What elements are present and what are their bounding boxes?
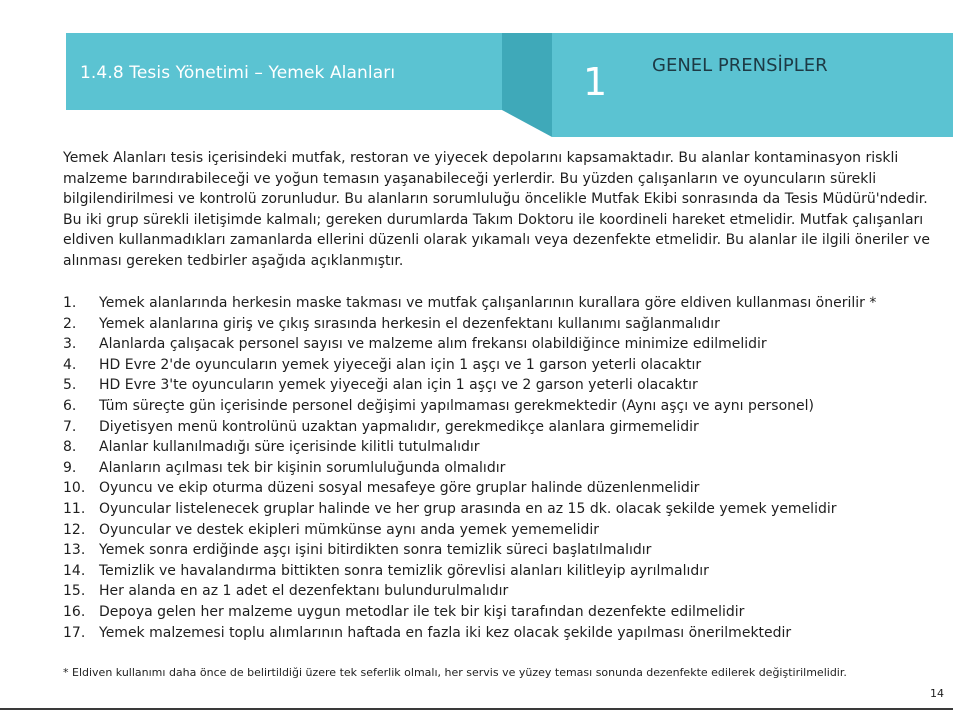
rule-number: 6.	[63, 397, 77, 414]
rule-item	[63, 478, 948, 499]
rule-text: Oyuncular listelenecek gruplar halinde ve her grup arasında en az 15 dk. olacak şekilde yemek yemelidir	[99, 500, 837, 517]
rule-item	[63, 293, 948, 314]
rule-text: Alanlarda çalışacak personel sayısı ve malzeme alım frekansı olabildiğince minimize edilmelidir	[99, 336, 767, 353]
rule-item	[63, 623, 948, 644]
rule-number: 10.	[63, 480, 86, 497]
footnote: * Eldiven kullanımı daha önce de belirtildiği üzere tek seferlik olmalı, her servis ve yüzey teması sonunda dezenfekte edilerek değiştirilmelidir.	[63, 666, 847, 679]
rule-number: 17.	[63, 624, 86, 641]
intro-paragraph: Yemek Alanları tesis içerisindeki mutfak, restoran ve yiyecek depolarını kapsamaktadır. Bu alanlar kontaminasyon riskli malzeme barındırabileceği ve yoğun temasın yaşanabileceği yerlerdir. Bu yüzden çalışanların ve oyuncuların sürekli bilgilendirilmesi ve kontrolü zorunludur. Bu alanların sorumluluğu öncelikle Mutfak Ekibi sonrasında da Tesis Müdürü'ndedir. Bu iki grup sürekli iletişimde kalmalı; gereken durumlarda Takım Doktoru ile koordineli hareket etmelidir. Mutfak çalışanları eldiven kullanmadıkları zamanlarda ellerini düzenli olarak yıkamalı veya dezenfekte etmelidir. Bu alanlar ile ilgili öneriler ve alınması gereken tedbirler aşağıda açıklanmıştır.	[63, 150, 931, 269]
rule-number: 3.	[63, 336, 77, 353]
rule-text: Yemek alanlarında herkesin maske takması ve mutfak çalışanlarının kurallara göre eldiven kullanması önerilir *	[99, 295, 877, 311]
chapter-number: 1	[583, 60, 608, 104]
rule-item	[63, 334, 948, 355]
rule-number: 9.	[63, 459, 77, 476]
rule-item	[63, 499, 948, 520]
rule-number: 12.	[63, 521, 86, 538]
rule-item	[63, 520, 948, 541]
rule-text: Yemek sonra erdiğinde aşçı işini bitirdikten sonra temizlik süreci başlatılmalıdır	[99, 542, 652, 559]
rule-item	[63, 561, 948, 582]
rule-number: 2.	[63, 315, 77, 332]
rule-text: Her alanda en az 1 adet el dezenfektanı bulundurulmalıdır	[99, 583, 509, 600]
rule-number: 1.	[63, 295, 77, 311]
rule-item	[63, 396, 948, 417]
rule-number: 5.	[63, 377, 77, 394]
rule-text: HD Evre 2'de oyuncuların yemek yiyeceği alan için 1 aşçı ve 1 garson yeterli olacaktır	[99, 356, 702, 373]
rule-item	[63, 417, 948, 438]
rules-list	[63, 293, 948, 643]
rule-text: Alanlar kullanılmadığı süre içerisinde kilitli tutulmalıdır	[99, 439, 480, 456]
rule-item	[63, 375, 948, 396]
rule-number: 8.	[63, 439, 77, 456]
rule-text: Yemek alanlarına giriş ve çıkış sırasında herkesin el dezenfektanı kullanımı sağlanmalıdır	[99, 315, 720, 332]
rule-text: Yemek malzemesi toplu alımlarının haftada en fazla iki kez olacak şekilde yapılması önerilmektedir	[99, 624, 792, 641]
chapter-title: GENEL PRENSİPLER	[652, 55, 828, 76]
page-number: 14	[930, 687, 944, 700]
rule-text: Depoya gelen her malzeme uygun metodlar ile tek bir kişi tarafından dezenfekte edilmelidir	[99, 603, 745, 620]
rule-text: Temizlik ve havalandırma bittikten sonra temizlik görevlisi alanları kilitleyip ayrılmalıdır	[99, 562, 709, 579]
rule-number: 7.	[63, 418, 77, 435]
section-title: 1.4.8 Tesis Yönetimi – Yemek Alanları	[80, 63, 396, 83]
rule-number: 11.	[63, 500, 86, 517]
rule-item	[63, 314, 948, 335]
rule-number: 16.	[63, 603, 86, 620]
rule-number: 14.	[63, 562, 86, 579]
rule-item	[63, 437, 948, 458]
rule-item	[63, 355, 948, 376]
rule-number: 4.	[63, 356, 77, 373]
rule-text: Tüm süreçte gün içerisinde personel değişimi yapılmaması gerekmektedir (Aynı aşçı ve aynı personel)	[99, 397, 814, 414]
rule-text: Alanların açılması tek bir kişinin sorumluluğunda olmalıdır	[99, 459, 506, 476]
rule-item	[63, 581, 948, 602]
rule-text: Diyetisyen menü kontrolünü uzaktan yapmalıdır, gerekmedikçe alanlara girmemelidir	[99, 418, 699, 435]
bottom-divider	[0, 708, 953, 710]
rule-number: 13.	[63, 542, 86, 559]
rule-text: Oyuncular ve destek ekipleri mümkünse aynı anda yemek yememelidir	[99, 521, 599, 538]
chapter-panel	[552, 33, 953, 137]
header-fold-decoration	[502, 33, 552, 137]
rule-item	[63, 458, 948, 479]
rule-number: 15.	[63, 583, 86, 600]
rule-item	[63, 540, 948, 561]
rule-text: Oyuncu ve ekip oturma düzeni sosyal mesafeye göre gruplar halinde düzenlenmelidir	[99, 480, 700, 497]
rule-item	[63, 602, 948, 623]
rule-text: HD Evre 3'te oyuncuların yemek yiyeceği alan için 1 aşçı ve 2 garson yeterli olacaktır	[99, 377, 698, 394]
